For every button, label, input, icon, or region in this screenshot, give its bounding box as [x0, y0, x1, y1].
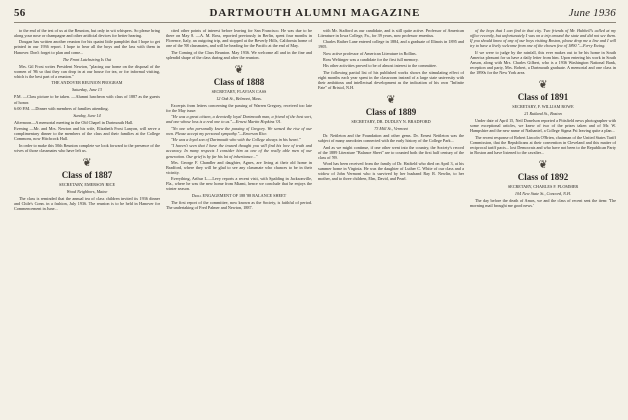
secretary-address: Wood Neighbors, Maine	[66, 189, 108, 194]
paragraph: Mrs. George F. Chandler and daughter, Agnes, are living at their old home in Bradford, where they will be glad to see any classmate who chances to be in their vicinity.	[166, 159, 312, 175]
secretary-name: SECRETARY, CHARLES F. PLOMMER	[507, 184, 579, 190]
quote-paragraph: "I haven't seen that I have the inward thought you will find his love of truth and accuracy. In many respects I consider him as one of the really able men of our generation. Our grief is by far his lot of inheritance..."	[166, 143, 312, 159]
page-header	[14, 6, 616, 23]
magazine-title: DARTMOUTH ALUMNI MAGAZINE	[209, 7, 421, 19]
paragraph: And as we might continue, if one other went into the country, the Society's record of the 1889 Literature "Balance Sheet" are to counted both the first half century of the class of '89.	[318, 144, 464, 160]
text-column-3	[318, 28, 464, 414]
paragraph: Charles Rather Lane entered college in 1884, and a graduate of Illinois in 1895 and 1905.	[318, 39, 464, 50]
class-heading: Class of 1889	[365, 106, 417, 117]
quote-paragraph: "He was a great citizen, a devotedly loyal Dartmouth man, a friend of the best sort, and one whose loss is a real one to us."—Ernest Martin Hopkins '01.	[166, 114, 312, 125]
quote-paragraph: "He was a loyal son of Dartmouth who with the College always in his heart."	[171, 137, 301, 143]
paragraph: Under date of April 15, Neil Donelson reported a Pittsfield news photographer with some exceptional articles, we knew of two of the prizes taken and of Mr. W. Hampshire and the new name of Nathaniel, a College Sigma Psi leaving quite a plan...	[470, 118, 616, 134]
paragraph: Now active professor of American Literature in Rollins.	[323, 50, 417, 56]
text-column-2	[166, 28, 312, 414]
paragraph: with Mr. Stafford as our candidate, and is still quite active. Professor of American Literature in Iowa College, Fa., for 39 years, now professor emeritus.	[318, 28, 464, 39]
paragraph: The following partial list of his published works shows the stimulating effect of eight months each year spent in the classroom instead of a large state university with their ambitious and intellectual development as the indication of his own "Infinite Fate" of Bristol, N.H.	[318, 69, 464, 90]
section-ornament-icon: ❦	[386, 93, 396, 106]
quote-paragraph: of the boys that I can find in that city. Two friends of Mr. Hubbell's called at my office recently, but unfortunately I was on a trip around the state and did not see them. If you should know of any of our boys visiting Boston, please drop me a line and I will try to have a lively welcome from one of the chosen few of 1890."—Ferry Ewing.	[470, 28, 616, 49]
paragraph: In order to make this 50th Reunion complete we look forward to the presence of the wives of those classmates who have left us.	[14, 142, 160, 153]
paragraph: 6:00 P.M. —Dinner with members of families attending.	[14, 105, 109, 111]
class-heading: Class of 1891	[517, 92, 569, 103]
paragraph: Afternoon—A memorial meeting in the Old Chapel in Dartmouth Hall.	[14, 119, 134, 125]
paragraph: Everything, Arthur L.—Levy reports a recent visit, with Spalding in Jacksonville, Fla., where he was the new home from Miami, hence we conclude that he enjoys the winter season.	[166, 176, 312, 192]
section-ornament-icon: ❦	[538, 159, 548, 172]
subheading: The Front Latchstring Is Out	[62, 56, 112, 62]
section-heading: THE ANDOVER REUNION PROGRAM	[51, 80, 123, 86]
secretary-address: 73 Mill St., Vermont	[374, 126, 408, 132]
section-heading: Drill ENGAGEMENT OF 188 '88 BALANCE SHEET	[191, 192, 287, 198]
subheading: Saturday, June 13	[72, 87, 102, 93]
paragraph: The day before the death of Amos, we and the class of recent sent the item: 'The morning mail brought me good news.'	[470, 198, 616, 209]
paragraph: P.M. —Class picture to be taken. —Alumni luncheon with class of 1887 as the guests of honor.	[14, 94, 160, 105]
section-ornament-icon: ❦	[538, 79, 548, 92]
section-ornament-icon: ❦	[234, 63, 244, 76]
quote-paragraph: "No one who personally knew the passing of Gregory. We sensed the rise of our own. Please accept my personal sympathy."—Emerson Rice.	[166, 125, 312, 136]
secretary-name: SECRETARY, F. WILLIAM ROWE	[512, 104, 574, 110]
secretary-name: SECRETARY, FLAVIAN CASS	[211, 88, 267, 94]
paragraph: to the end of the test of us at the Reunion, but only in wit whispers. So please bring along your nose or champagne and other artificial devices for better hearing.	[14, 28, 160, 39]
class-heading: Class of 1887	[61, 169, 113, 180]
secretary-name: SECRETARY, EMERSON RICE	[58, 181, 115, 187]
secretary-address: 12 Oak St., Belmont, Mass.	[216, 95, 262, 101]
paragraph: cited other points of interest before leaving for San Francisco. He was due to be there on May 8. —A. M. Ross, reported previously in Berlin, spent four months in Florence, Italy, an outgoing trip, and stopped at the Beverly Hills, California home of one of the '88 classmates, and will be heading for the Pacific at the end of May.	[166, 28, 312, 49]
paragraph: Word has been received from the family of Dr. Hatfield who died on April 3, at his summer home in Virginia. He was the daughter of Luther C. White of our class and a widow of John Vermont who is survived by her husband Ray R. Newlin, to her mother, and to three children, Elm, David, and Pearl.	[318, 161, 464, 182]
subheading: Sunday, June 14	[73, 112, 101, 118]
issue-date: June 1936	[568, 7, 616, 19]
paragraph: The recent response of Robert Lincoln O'Brien, chairman of the United States Tariff Commission, that the Republicans at their convention in Cleveland and this matter of reciprocal tariff pacts... lost Democrats and who have not been to the Republican Party in Boston and have listened to the cavalier...	[470, 134, 616, 155]
paragraph: Dougan has written another reunion for his quaint little pamphlet that I hope to get printed in our 1936 report. I hope to hear all the boys and the lass with them in Hanover. Don't forget to plan and come...	[14, 39, 160, 55]
text-column-4	[470, 28, 616, 414]
paragraph: Ross Weltinger was a candidate for the first full memory.	[323, 57, 419, 63]
paragraph: The first report of the committee, now known as the Society, is faithful of period. The undertaking of Fred Palmer and Newton, 1887.	[166, 199, 312, 210]
paragraph: Dr. Nettleton and the Foundation and other gems. Dr. Ernest Nettleton was the subject of many anecdotes connected with the early history of the College Park...	[318, 133, 464, 144]
page-number: 56	[14, 7, 26, 19]
magazine-page	[14, 6, 616, 416]
paragraph: Mrs. Gil Frost writes President Newton, "placing our home on the disposal of the women of '86 so that they can drop in at our house for tea, or for informal visiting, which is the best part of a reunion."	[14, 63, 160, 79]
paragraph: Evening —Mr. and Mrs. Newton and his wife, Elizabeth Frost Lanyon, will serve a complimentary dinner to the members of the class and their families at the College Commons, now Hitchcock Hall.	[14, 126, 160, 142]
secretary-address: 104 New State St., Concord, N.H.	[514, 191, 572, 197]
section-ornament-icon: ❦	[82, 156, 92, 169]
secretary-name: SECRETARY, DR. DUDLEY N. BRADFORD	[351, 118, 431, 124]
paragraph: The class is reminded that the annual tea of class children invited its 1936 dinner and Chile's Conn. in a fashion, July 1936. The reunion is to be held in Hanover for Commencement in June...	[14, 196, 160, 212]
paragraph: The Coming of the Class Reunion. May 1936. We welcome all and in the fine and splendid shape of the class during and after the reunion.	[166, 49, 312, 60]
paragraph: If we were to judge by the rainfall, this ever makes out to be his home in South America pleasant for us have a daily letter from him. Upon entering his work in South Anson, along with Mrs. Charles Gilbert, who is a 1936 Washington National Bank, reception and party, Mrs. Robert, a Dartmouth graduate. A memorial and one class in the 1890s for the New York area.	[470, 49, 616, 75]
paragraph: His other activities proved to be of almost interest to the committee.	[323, 63, 437, 69]
paragraph: Excerpts from letters concerning the passing of Warren Gregory, received too late for the May issue:	[166, 102, 312, 114]
class-heading: Class of 1892	[517, 172, 569, 183]
text-column-1	[14, 28, 160, 414]
class-heading: Class of 1888	[213, 76, 265, 87]
secretary-address: 21 Rutland St., Boston	[524, 111, 562, 117]
